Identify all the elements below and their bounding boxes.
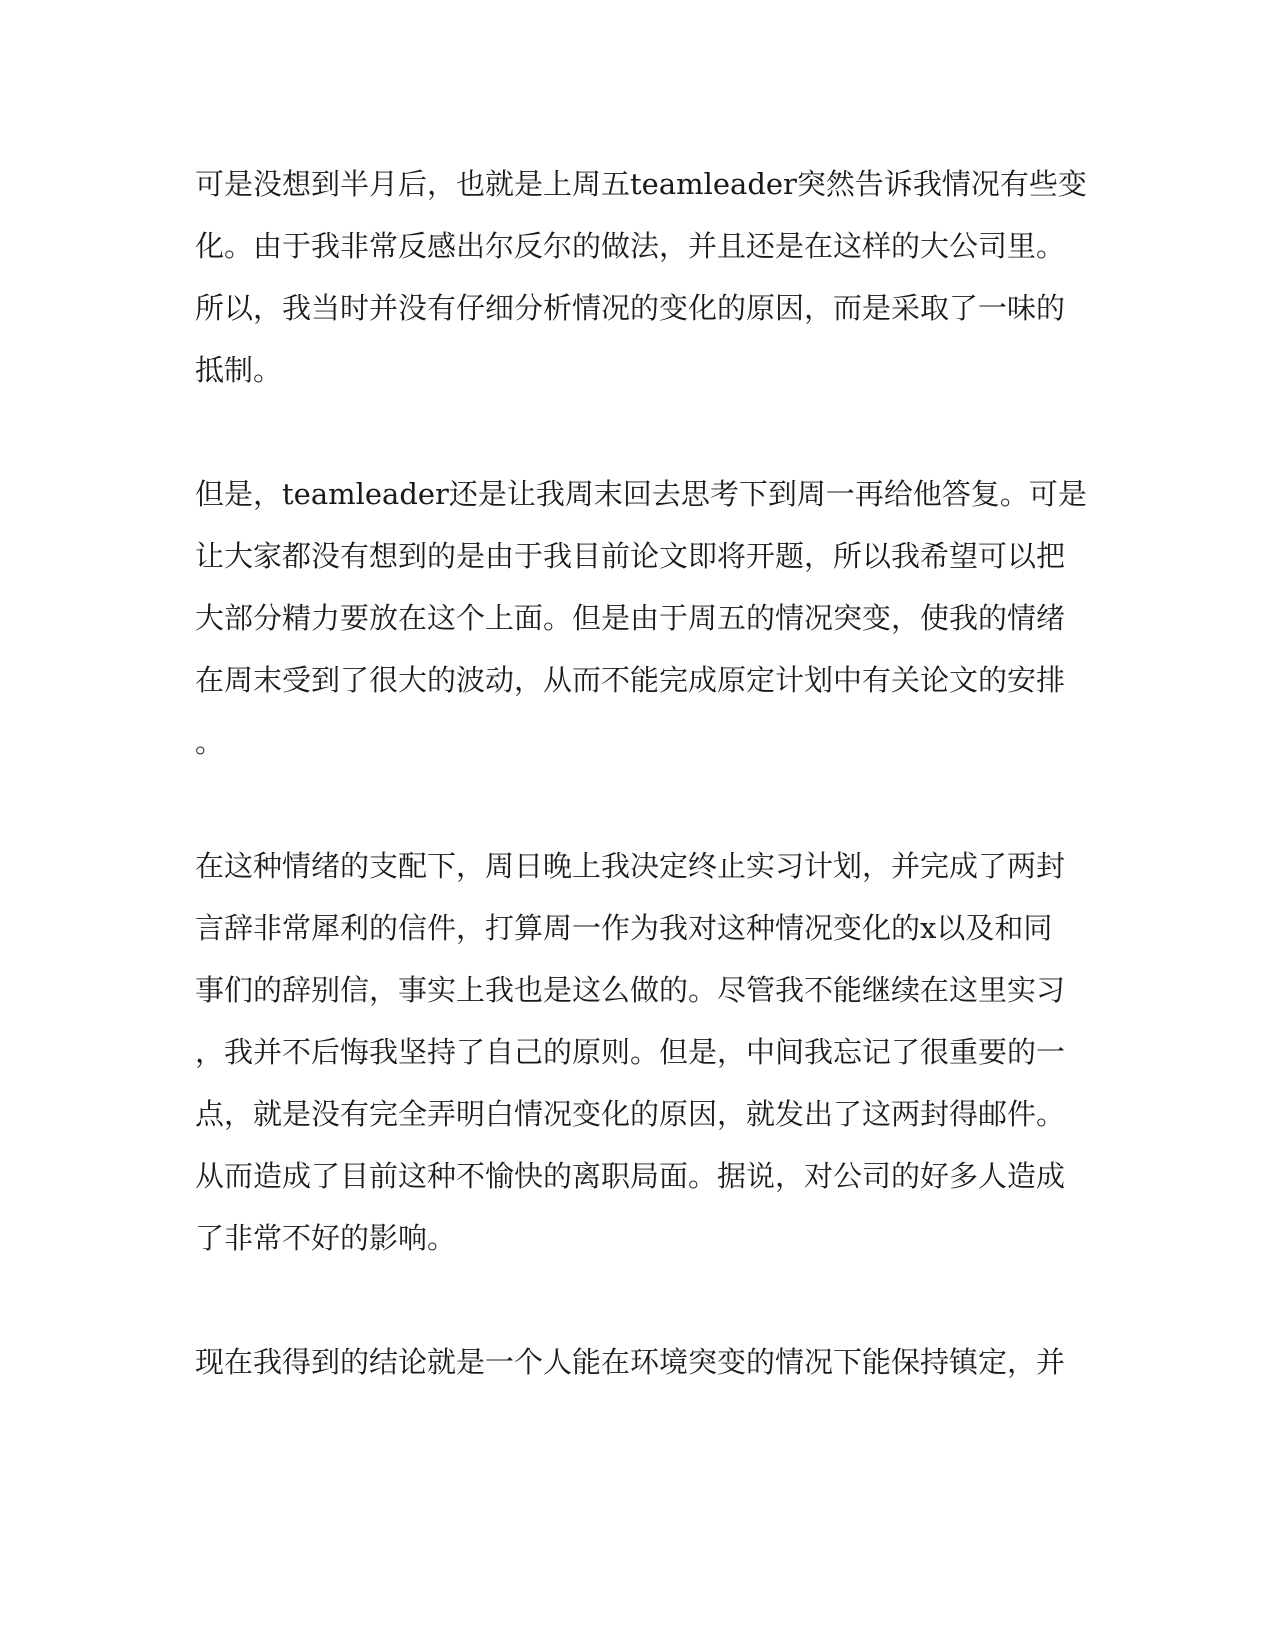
- paragraph-3-line-3: 事们的辞别信，事实上我也是这么做的。尽管我不能继续在这里实习: [195, 973, 1066, 1007]
- paragraph-3-line-1: 在这种情绪的支配下，周日晚上我决定终止实习计划，并完成了两封: [195, 849, 1066, 883]
- paragraph-3-line-4: ，我并不后悔我坚持了自己的原则。但是，中间我忘记了很重要的一: [195, 1035, 1066, 1069]
- paragraph-2-line-3: 大部分精力要放在这个上面。但是由于周五的情况突变，使我的情绪: [195, 601, 1066, 635]
- paragraph-2-line-1: 但是，teamleader还是让我周末回去思考下到周一再给他答复。可是: [195, 477, 1087, 511]
- paragraph-1-line-4: 抵制。: [195, 353, 283, 387]
- paragraph-4-line-1: 现在我得到的结论就是一个人能在环境突变的情况下能保持镇定，并: [195, 1345, 1066, 1379]
- paragraph-3-line-2: 言辞非常犀利的信件，打算周一作为我对这种情况变化的x以及和同: [195, 911, 1053, 945]
- paragraph-1-line-3: 所以，我当时并没有仔细分析情况的变化的原因，而是采取了一味的: [195, 291, 1066, 325]
- paragraph-1-line-2: 化。由于我非常反感出尔反尔的做法，并且还是在这样的大公司里。: [195, 229, 1066, 263]
- paragraph-1-line-1: 可是没想到半月后，也就是上周五teamleader突然告诉我情况有些变: [195, 167, 1087, 201]
- paragraph-3-line-6: 从而造成了目前这种不愉快的离职局面。据说，对公司的好多人造成: [195, 1159, 1066, 1193]
- paragraph-3-line-7: 了非常不好的影响。: [195, 1221, 457, 1255]
- paragraph-2-line-4: 在周末受到了很大的波动，从而不能完成原定计划中有关论文的安排: [195, 663, 1066, 697]
- paragraph-2-line-5: 。: [195, 725, 225, 759]
- paragraph-2-line-2: 让大家都没有想到的是由于我目前论文即将开题，所以我希望可以把: [195, 539, 1066, 573]
- paragraph-3-line-5: 点，就是没有完全弄明白情况变化的原因，就发出了这两封得邮件。: [195, 1097, 1066, 1131]
